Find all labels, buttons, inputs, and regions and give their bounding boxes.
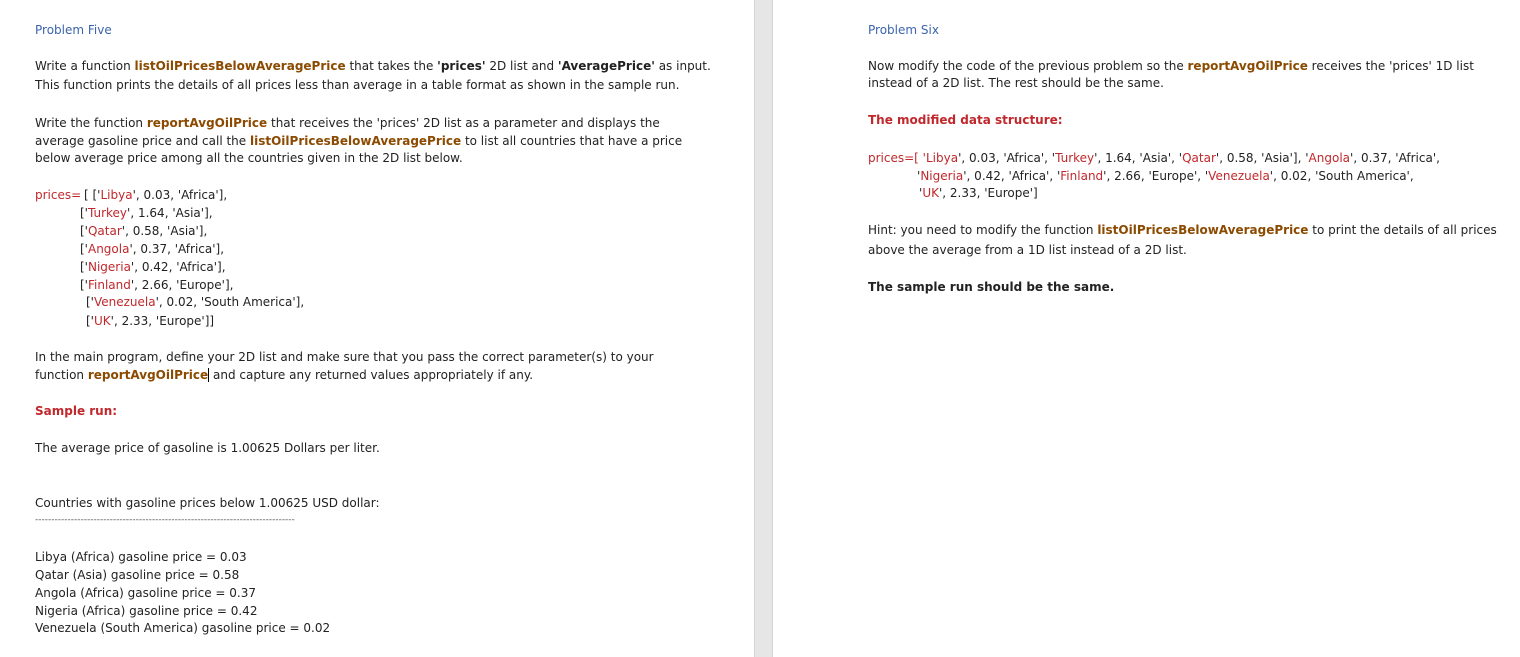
left-page xyxy=(0,0,754,657)
prices-1d-line3: 'UK', 2.33, 'Europe'] xyxy=(919,186,1038,200)
sample-row: Angola (Africa) gasoline price = 0.37 xyxy=(35,586,256,600)
sample-avg-line: The average price of gasoline is 1.00625 Dollars per liter. xyxy=(35,441,380,455)
page-gutter xyxy=(754,0,773,657)
prices-row-turkey: ['Turkey', 1.64, 'Asia'], xyxy=(80,206,213,220)
p5-para3-line1: In the main program, define your 2D list and make sure that you pass the correct parameter(s) to your xyxy=(35,350,654,364)
problem-five-title: Problem Five xyxy=(35,23,112,37)
closing-note: The sample run should be the same. xyxy=(868,280,1115,294)
p5-para2-line3: below average price among all the countries given in the 2D list below. xyxy=(35,151,463,165)
p6-para1-line2: instead of a 2D list. The rest should be the same. xyxy=(868,76,1164,90)
prices-row-qatar: ['Qatar', 0.58, 'Asia'], xyxy=(80,224,208,238)
prices-row-angola: ['Angola', 0.37, 'Africa'], xyxy=(80,242,225,256)
right-page xyxy=(773,0,1520,657)
p5-para2-line1: Write the function reportAvgOilPrice that receives the 'prices' 2D list as a parameter and displays the xyxy=(35,116,660,130)
prices-2d-label: prices= xyxy=(35,188,82,202)
p5-para1-line1: Write a function listOilPricesBelowAveragePrice that takes the 'prices' 2D list and 'AveragePrice' as input. xyxy=(35,59,711,73)
prices-1d-line2: 'Nigeria', 0.42, 'Africa', 'Finland', 2.66, 'Europe', 'Venezuela', 0.02, 'South America', xyxy=(917,169,1414,183)
sample-row: Libya (Africa) gasoline price = 0.03 xyxy=(35,550,247,564)
prices-row-nigeria: ['Nigeria', 0.42, 'Africa'], xyxy=(80,260,226,274)
p5-para1-line2: This function prints the details of all prices less than average in a table format as shown in the sample run. xyxy=(35,78,680,92)
prices-row-libya: [ ['Libya', 0.03, 'Africa'], xyxy=(84,188,228,202)
sample-run-label: Sample run: xyxy=(35,404,118,418)
hint-line2: above the average from a 1D list instead of a 2D list. xyxy=(868,243,1187,257)
p5-para2-line2: average gasoline price and call the listOilPricesBelowAveragePrice to list all countries that have a price xyxy=(35,134,683,148)
hint-line1: Hint: you need to modify the function listOilPricesBelowAveragePrice to print the details of all prices xyxy=(868,223,1497,237)
modified-structure-label: The modified data structure: xyxy=(868,113,1063,127)
prices-1d-line1: prices=[ 'Libya', 0.03, 'Africa', 'Turkey', 1.64, 'Asia', 'Qatar', 0.58, 'Asia'], 'Angola', 0.37, 'Africa', xyxy=(868,151,1440,165)
problem-six-title: Problem Six xyxy=(868,23,939,37)
prices-row-venezuela: ['Venezuela', 0.02, 'South America'], xyxy=(86,295,305,309)
p5-para3-line2: function reportAvgOilPrice and capture any returned values appropriately if any. xyxy=(35,368,534,382)
prices-row-uk: ['UK', 2.33, 'Europe']] xyxy=(86,314,215,328)
sample-header-line: Countries with gasoline prices below 1.00625 USD dollar: xyxy=(35,496,380,510)
prices-row-finland: ['Finland', 2.66, 'Europe'], xyxy=(80,278,234,292)
sample-row: Nigeria (Africa) gasoline price = 0.42 xyxy=(35,604,258,618)
sample-divider: -------------------------------------------------------------------------------- xyxy=(35,515,295,525)
sample-row: Qatar (Asia) gasoline price = 0.58 xyxy=(35,568,240,582)
sample-row: Venezuela (South America) gasoline price = 0.02 xyxy=(35,621,331,635)
p6-para1-line1: Now modify the code of the previous problem so the reportAvgOilPrice receives the 'prices' 1D list xyxy=(868,59,1474,73)
text-cursor[interactable]: reportAvgOilPrice xyxy=(87,368,209,382)
